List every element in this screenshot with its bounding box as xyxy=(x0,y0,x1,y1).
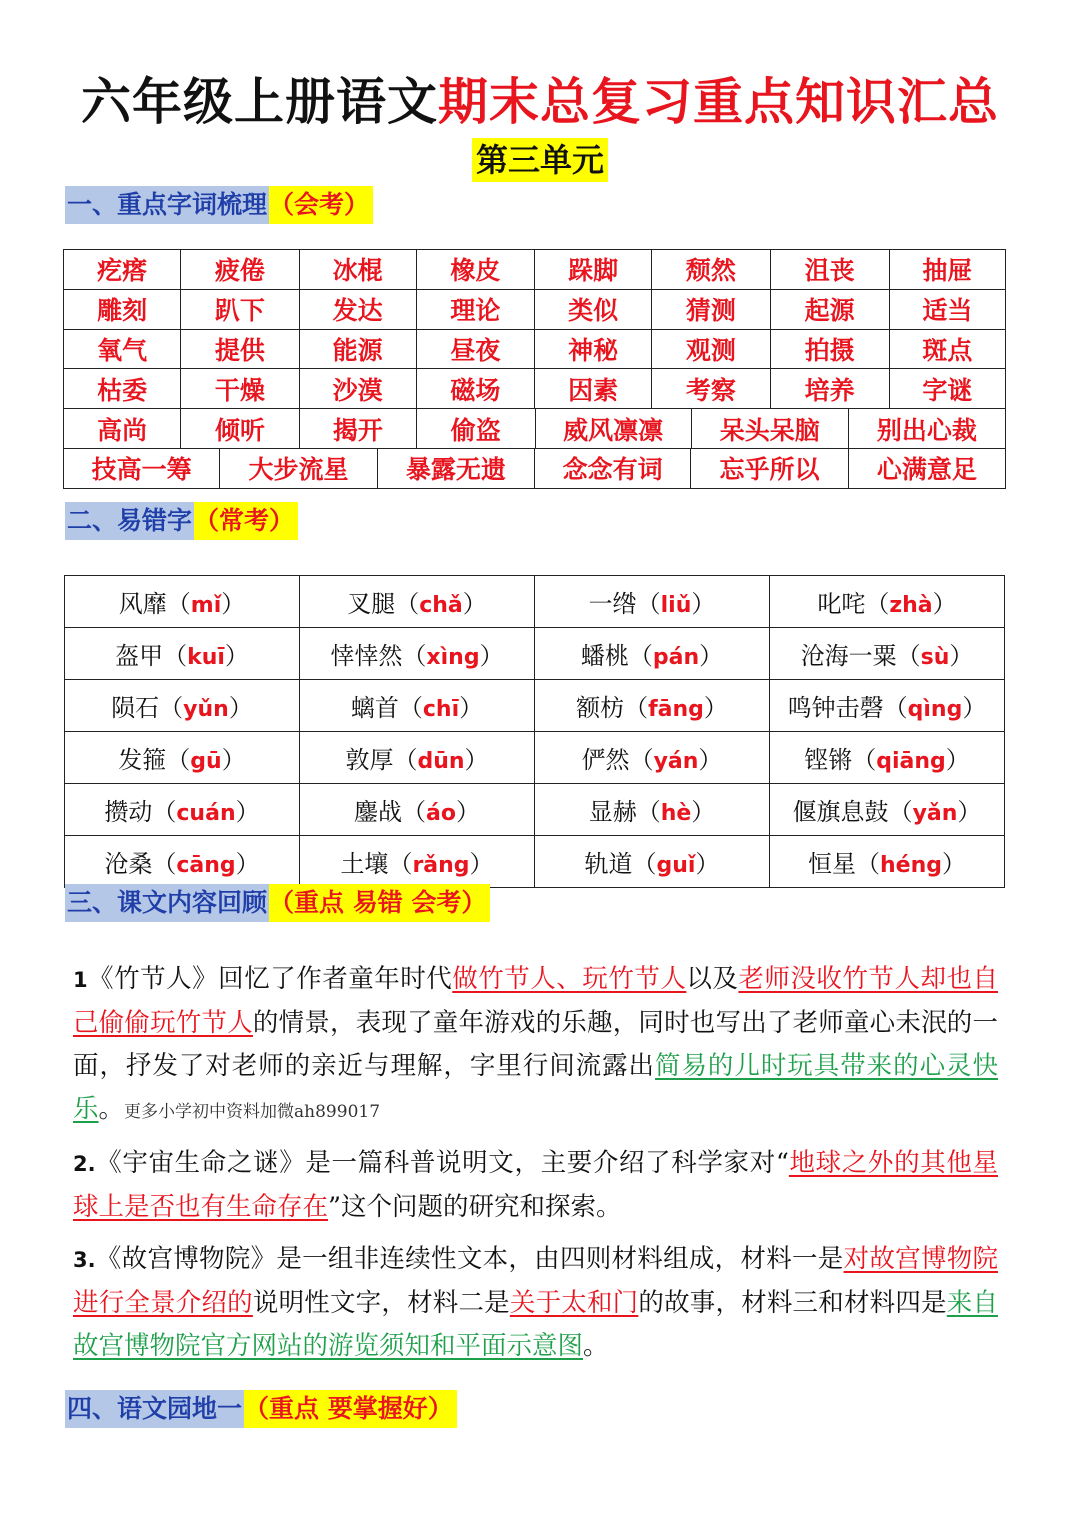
char-cell: 鏖战（áo） xyxy=(300,784,535,836)
section-1-title: 一、重点字词梳理 xyxy=(65,186,269,224)
review-paragraph-1 xyxy=(73,958,998,1134)
pinyin-text: áo xyxy=(426,801,456,826)
word-cell: 因素 xyxy=(535,369,652,408)
highlight-green: 来自故宫博物院官方网站的游览须知和平面示意图 xyxy=(73,1288,998,1361)
title-part2: 期末总复习重点知识汇总 xyxy=(438,72,999,131)
section-1-tag: （会考） xyxy=(269,186,373,224)
pinyin-text: chǎ xyxy=(419,593,463,618)
word-text: 螭首 xyxy=(350,694,399,722)
key-words-table xyxy=(63,249,1006,489)
word-cell: 磁场 xyxy=(417,369,535,408)
word-text: 攒动 xyxy=(104,798,153,826)
pinyin-text: zhà xyxy=(889,593,933,618)
word-cell: 氧气 xyxy=(63,330,181,369)
word-cell: 疙瘩 xyxy=(63,250,181,289)
word-text: 发箍 xyxy=(118,746,167,774)
section-2-tag: （常考） xyxy=(194,502,298,540)
section-heading-4 xyxy=(65,1390,457,1428)
word-cell: 念念有词 xyxy=(535,449,691,488)
word-text: 轨道 xyxy=(584,850,633,878)
pinyin-text: qiāng xyxy=(876,749,946,774)
word-cell: 橡皮 xyxy=(417,250,535,289)
section-3-tag: （重点 易错 会考） xyxy=(269,884,490,922)
word-cell: 高尚 xyxy=(63,409,181,448)
word-cell: 起源 xyxy=(771,290,890,329)
highlight-red: 关于太和门 xyxy=(509,1288,639,1318)
word-text: 偃旗息鼓 xyxy=(792,798,889,826)
word-text: 风靡 xyxy=(118,590,167,618)
text-run: 。 xyxy=(583,1331,609,1361)
char-cell: 攒动（cuán） xyxy=(65,784,300,836)
text-run: 说明性文字，材料二是 xyxy=(252,1288,510,1318)
word-cell: 枯委 xyxy=(63,369,181,408)
word-cell: 偷盗 xyxy=(417,409,535,448)
text-run: 《宇宙生命之谜》是一篇科普说明文，主要介绍了科学家对“ xyxy=(95,1148,789,1178)
section-4-title: 四、语文园地一 xyxy=(65,1390,244,1428)
word-cell: 趴下 xyxy=(181,290,299,329)
char-cell: 俨然（yán） xyxy=(535,732,770,784)
word-cell: 干燥 xyxy=(181,369,299,408)
table-row xyxy=(63,250,1006,290)
paragraph-number: 2. xyxy=(73,1152,96,1176)
word-text: 叱咤 xyxy=(817,590,866,618)
word-text: 沧桑 xyxy=(104,850,153,878)
pinyin-text: sù xyxy=(920,645,950,670)
pinyin-text: xìng xyxy=(426,645,480,670)
char-cell: 叉腿（chǎ） xyxy=(300,576,535,628)
word-cell: 培养 xyxy=(771,369,890,408)
word-cell: 呆头呆脑 xyxy=(692,409,849,448)
highlight-red: 地球之外的其他星球上是否也有生命存在 xyxy=(73,1148,998,1222)
page-title xyxy=(0,62,1080,134)
table-row xyxy=(63,290,1006,330)
word-cell: 观测 xyxy=(652,330,770,369)
highlight-red: 做竹节人、玩竹节人 xyxy=(452,964,687,994)
word-text: 鸣钟击磬 xyxy=(787,694,884,722)
char-cell: 土壤（rǎng） xyxy=(300,836,535,888)
char-cell: 铿锵（qiāng） xyxy=(770,732,1005,784)
highlight-red: 老师没收竹节人却也自己偷偷玩竹节人 xyxy=(73,964,998,1038)
word-text: 蟠桃 xyxy=(580,642,629,670)
paragraph-number: 3. xyxy=(73,1248,96,1272)
word-cell: 能源 xyxy=(300,330,417,369)
section-heading-1 xyxy=(65,186,373,224)
table-row xyxy=(63,409,1006,449)
pinyin-text: guǐ xyxy=(656,853,696,878)
table-row xyxy=(65,628,1005,680)
highlight-red: 对故宫博物院进行全景介绍的 xyxy=(73,1244,998,1318)
char-cell: 沧海一粟（sù） xyxy=(770,628,1005,680)
pinyin-text: yǔn xyxy=(183,697,229,722)
pinyin-text: pán xyxy=(652,645,700,670)
word-text: 叉腿 xyxy=(347,590,396,618)
char-cell: 显赫（hè） xyxy=(535,784,770,836)
word-text: 恒星 xyxy=(808,850,856,878)
word-cell: 颓然 xyxy=(652,250,770,289)
pinyin-text: liǔ xyxy=(660,593,692,618)
word-text: 敦厚 xyxy=(345,746,394,774)
section-heading-3 xyxy=(65,884,490,922)
word-cell: 技高一筹 xyxy=(63,449,220,488)
text-run: 《竹节人》回忆了作者童年时代 xyxy=(87,964,453,994)
word-cell: 心满意足 xyxy=(849,449,1006,488)
pinyin-text: héng xyxy=(880,853,942,878)
char-cell: 盔甲（kuī） xyxy=(65,628,300,680)
char-cell: 发箍（gū） xyxy=(65,732,300,784)
text-run: 。 xyxy=(98,1094,125,1124)
word-text: 额枋 xyxy=(576,694,625,722)
word-cell: 抽屉 xyxy=(890,250,1006,289)
word-cell: 别出心裁 xyxy=(849,409,1006,448)
word-text: 显赫 xyxy=(588,798,637,826)
table-row xyxy=(65,836,1005,888)
word-cell: 发达 xyxy=(300,290,417,329)
pinyin-text: gū xyxy=(190,749,222,774)
word-cell: 斑点 xyxy=(890,330,1006,369)
review-paragraph-2 xyxy=(73,1142,998,1229)
pinyin-text: yán xyxy=(653,749,699,774)
char-cell: 螭首（chī） xyxy=(300,680,535,732)
word-cell: 昼夜 xyxy=(417,330,535,369)
pinyin-text: dūn xyxy=(417,749,465,774)
word-cell: 揭开 xyxy=(300,409,417,448)
char-cell: 偃旗息鼓（yǎn） xyxy=(770,784,1005,836)
pinyin-text: cuán xyxy=(176,801,236,826)
word-cell: 暴露无遗 xyxy=(378,449,535,488)
word-cell: 大步流星 xyxy=(220,449,377,488)
text-run: 以及 xyxy=(686,964,739,994)
word-text: 铿锵 xyxy=(804,746,853,774)
char-cell: 陨石（yǔn） xyxy=(65,680,300,732)
section-4-tag: （重点 要掌握好） xyxy=(244,1390,457,1428)
char-cell: 鸣钟击磬（qìng） xyxy=(770,680,1005,732)
word-text: 陨石 xyxy=(111,694,160,722)
word-cell: 猜测 xyxy=(652,290,770,329)
table-row xyxy=(65,680,1005,732)
table-row xyxy=(63,369,1006,409)
word-text: 土壤 xyxy=(340,850,389,878)
pinyin-text: hè xyxy=(660,801,692,826)
word-cell: 拍摄 xyxy=(771,330,890,369)
pinyin-text: rǎng xyxy=(412,853,470,878)
text-run: ”这个问题的研究和探索。 xyxy=(328,1192,622,1222)
word-cell: 适当 xyxy=(890,290,1006,329)
char-cell: 敦厚（dūn） xyxy=(300,732,535,784)
word-cell: 沙漠 xyxy=(300,369,417,408)
word-text: 一绺 xyxy=(588,590,637,618)
word-cell: 考察 xyxy=(652,369,770,408)
char-cell: 叱咤（zhà） xyxy=(770,576,1005,628)
text-run: 的情景，表现了童年游戏的乐趣，同时也写出了老师童心未泯的一面，抒发了对老师的亲近与理解，字里行间流露出 xyxy=(73,1008,998,1081)
highlight-green: 简易的儿时玩具带来的心灵快乐 xyxy=(73,1051,998,1124)
char-cell: 沧桑（cāng） xyxy=(65,836,300,888)
word-text: 沧海一粟 xyxy=(800,642,897,670)
word-cell: 疲倦 xyxy=(181,250,299,289)
pinyin-text: cāng xyxy=(176,853,236,878)
unit-heading: 第三单元 xyxy=(472,138,608,182)
pinyin-text: kuī xyxy=(187,645,225,670)
text-run: 《故宫博物院》是一组非连续性文本，由四则材料组成，材料一是 xyxy=(95,1244,844,1274)
word-cell: 冰棍 xyxy=(300,250,417,289)
word-cell: 神秘 xyxy=(535,330,652,369)
text-run: 的故事，材料三和材料四是 xyxy=(638,1288,947,1318)
table-row xyxy=(65,732,1005,784)
pinyin-text: chī xyxy=(422,697,460,722)
char-cell: 轨道（guǐ） xyxy=(535,836,770,888)
pinyin-text: mǐ xyxy=(190,593,222,618)
word-text: 鏖战 xyxy=(354,798,403,826)
word-text: 悻悻然 xyxy=(330,642,403,670)
error-prone-chars-table xyxy=(64,575,1005,888)
word-cell: 跺脚 xyxy=(535,250,652,289)
title-part1: 六年级上册语文 xyxy=(81,72,438,131)
table-row xyxy=(63,330,1006,370)
section-3-title: 三、课文内容回顾 xyxy=(65,884,269,922)
word-cell: 威风凛凛 xyxy=(536,409,692,448)
pinyin-text: fāng xyxy=(648,697,704,722)
paragraph-number: 1 xyxy=(73,968,88,992)
section-2-title: 二、易错字 xyxy=(65,502,194,540)
pinyin-text: yǎn xyxy=(912,801,958,826)
word-cell: 类似 xyxy=(535,290,652,329)
table-row xyxy=(65,576,1005,628)
word-cell: 提供 xyxy=(181,330,299,369)
pinyin-text: qìng xyxy=(907,697,963,722)
word-text: 俨然 xyxy=(581,746,630,774)
word-cell: 沮丧 xyxy=(771,250,890,289)
char-cell: 恒星（héng） xyxy=(770,836,1005,888)
section-heading-2 xyxy=(65,502,298,540)
table-row xyxy=(63,449,1006,489)
char-cell: 悻悻然（xìng） xyxy=(300,628,535,680)
word-cell: 倾听 xyxy=(181,409,299,448)
word-cell: 雕刻 xyxy=(63,290,181,329)
review-paragraph-3 xyxy=(73,1238,998,1368)
char-cell: 蟠桃（pán） xyxy=(535,628,770,680)
watermark-note: 更多小学初中资料加微ah899017 xyxy=(124,1102,381,1122)
char-cell: 一绺（liǔ） xyxy=(535,576,770,628)
word-cell: 字谜 xyxy=(890,369,1006,408)
char-cell: 额枋（fāng） xyxy=(535,680,770,732)
word-cell: 理论 xyxy=(417,290,535,329)
word-text: 盔甲 xyxy=(115,642,164,670)
table-row xyxy=(65,784,1005,836)
word-cell: 忘乎所以 xyxy=(691,449,848,488)
char-cell: 风靡（mǐ） xyxy=(65,576,300,628)
